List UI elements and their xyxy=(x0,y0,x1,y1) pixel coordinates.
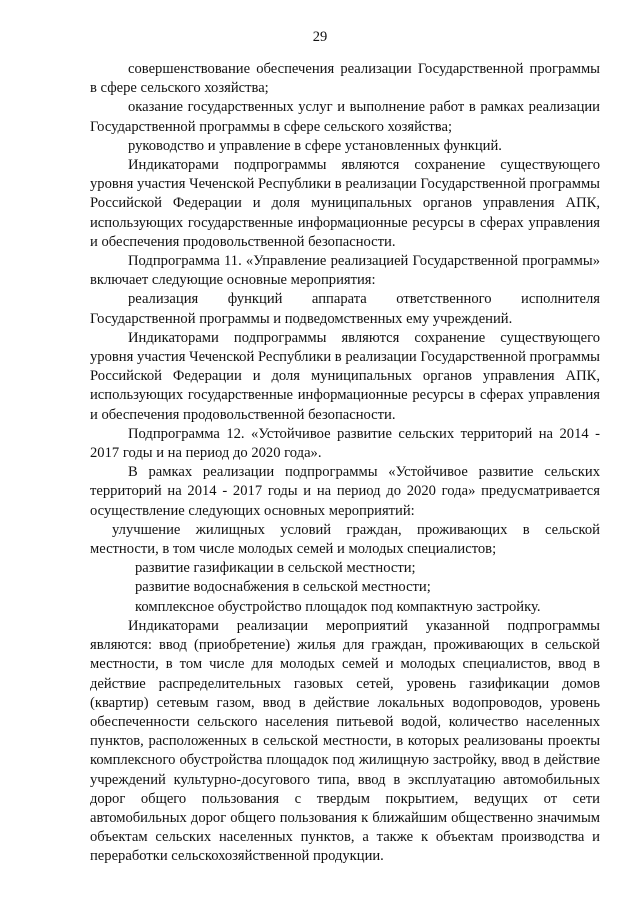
paragraph-indicators-3: Индикаторами реализации мероприятий указанной подпрограммы являются: ввод (приобретение) жилья для граждан, проживающих в сельской местности, в том числе для молодых семей и молодых специалистов, ввод в действие распределительных газовых сетей, уровень газификации домов (квартир) сетевым газом, ввод в действие локальных водопроводов, уровень обеспеченности сельского населения питьевой водой, количество населенных пунктов, расположенных в сельской местности, в которых реализованы проекты комплексного обустройства площадок под жилищную застройку, ввод в действие учреждений культурно-досугового типа, ввод в эксплуатацию автомобильных дорог общего пользования с твердым покрытием, ведущих от сети автомобильных дорог общего пользования к ближайшим общественно значимым объектам сельских населенных пунктов, а также к объектам производства и переработки сельскохозяйственной продукции. xyxy=(90,617,600,865)
paragraph-subprogram-12-scope: В рамках реализации подпрограммы «Устойчивое развитие сельских территорий на 2014 - 2017 годы и на период до 2020 года» предусматривается осуществление следующих основных мероприятий: xyxy=(90,464,600,519)
paragraph-item-state-services: оказание государственных услуг и выполнение работ в рамках реализации Государственной программы в сфере сельского хозяйства; xyxy=(90,99,600,135)
paragraph-item-management: руководство и управление в сфере установленных функций. xyxy=(128,137,502,154)
paragraph-subprogram-12: Подпрограмма 12. «Устойчивое развитие сельских территорий на 2014 - 2017 годы и на период до 2020 года». xyxy=(90,425,600,462)
paragraph-item-water-supply: развитие водоснабжения в сельской местности; xyxy=(135,579,431,596)
paragraph-item-development-sites: комплексное обустройство площадок под компактную застройку. xyxy=(135,598,541,615)
paragraph-indicators-2: Индикаторами подпрограммы являются сохранение существующего уровня участия Чеченской Республики в реализации Государственной программы Российской Федерации и доля муниципальных органов управления АПК, использующих государственные информационные ресурсы в сферах управления и обеспечения продовольственной безопасности. xyxy=(90,329,600,423)
paragraph-item-improvement: совершенствование обеспечения реализации Государственной программы в сфере сельского хозяйства; xyxy=(90,61,600,97)
page-number: 29 xyxy=(312,29,328,45)
paragraph-indicators-1: Индикаторами подпрограммы являются сохранение существующего уровня участия Чеченской Республики в реализации Государственной программы Российской Федерации и доля муниципальных органов управления АПК, использующих государственные информационные ресурсы в сферах управления и обеспечения продовольственной безопасности. xyxy=(90,157,600,250)
paragraph-subprogram-11: Подпрограмма 11. «Управление реализацией Государственной программы» включает следующие основные мероприятия: xyxy=(90,253,600,289)
paragraph-item-apparatus: реализация функций аппарата ответственного исполнителя Государственной программы и подведомственных ему учреждений. xyxy=(90,291,600,327)
document-body xyxy=(90,60,600,867)
paragraph-item-housing: улучшение жилищных условий граждан, проживающих в сельской местности, в том числе молодых семей и молодых специалистов; xyxy=(90,521,600,558)
paragraph-item-gasification: развитие газификации в сельской местности; xyxy=(135,560,416,577)
